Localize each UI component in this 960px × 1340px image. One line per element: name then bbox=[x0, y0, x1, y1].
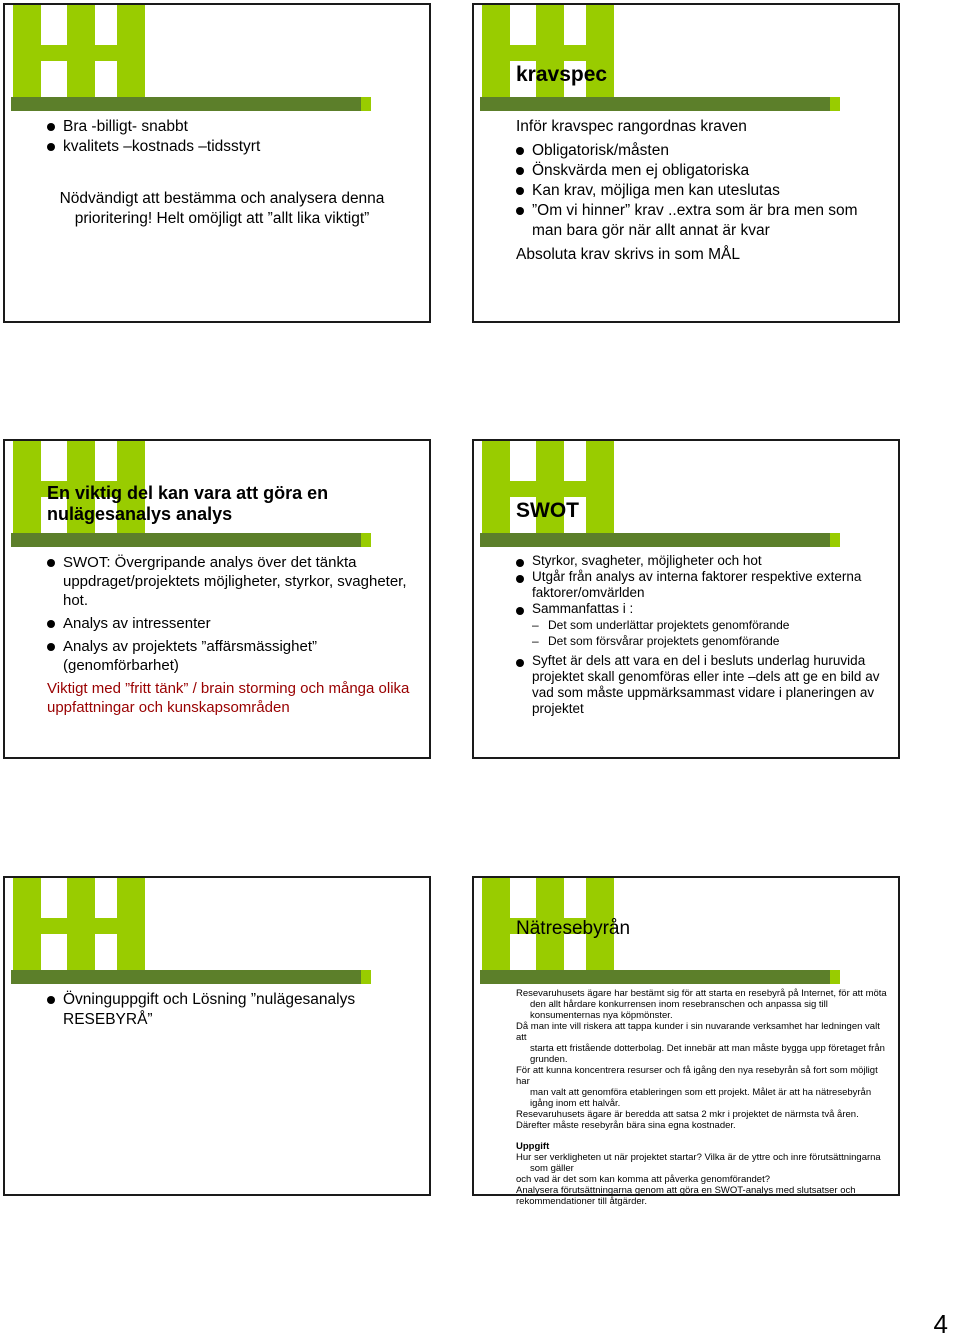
case-paragraph: Resevaruhusets ägare har bestämt sig för att starta en resebyrå på Internet, för att möta den allt hårdare konkurrensen inom resebranschen och anpassa sig till konsumenternas nya köpmönster. bbox=[516, 988, 887, 1021]
bullet-item: Bra -billigt- snabbt bbox=[47, 117, 419, 137]
green-decoration bbox=[13, 441, 41, 533]
slide-3 bbox=[3, 439, 431, 759]
dash-item: – Det som underlättar projektets genomförande bbox=[516, 617, 888, 633]
title-bar-end bbox=[361, 97, 371, 111]
task-heading: Uppgift bbox=[516, 1141, 550, 1152]
case-paragraph: För att kunna koncentrera resurser och få igång den nya resebyrån så fort som möjligt har man valt att genomföra etableringen som ett projekt. Målet är att ha nätresebyrån igång inom ett halvår. bbox=[516, 1065, 878, 1109]
case-paragraph: Då man inte vill riskera att tappa kunder i sin nuvarande verksamhet har ledningen valt att starta ett fristående dotterbolag. Det innebär att man måste bygga upp företaget från grunden. bbox=[516, 1021, 885, 1065]
slide-5 bbox=[3, 876, 431, 1196]
intro-text: Inför kravspec rangordnas kraven bbox=[516, 118, 747, 135]
slide-6 bbox=[472, 876, 900, 1207]
slide-4 bbox=[472, 439, 900, 759]
slide-title: Nätresebyrån bbox=[516, 918, 631, 939]
slide-1 bbox=[3, 3, 431, 323]
case-paragraph: Därefter måste resebyrån bära sina egna kostnader. bbox=[516, 1120, 736, 1131]
title-bar-end bbox=[830, 970, 840, 984]
slide-title: SWOT bbox=[516, 499, 579, 522]
task-line: och vad är det som kan komma att påverka genomförandet? bbox=[516, 1174, 770, 1185]
bullet-item: Analys av intressenter bbox=[47, 614, 419, 633]
bullet-item: Övninguppgift och Lösning ”nulägesanalys RESEBYRÅ” bbox=[47, 990, 387, 1030]
green-decoration bbox=[482, 878, 510, 970]
title-bar bbox=[480, 97, 830, 111]
green-decoration bbox=[13, 5, 41, 97]
title-bar bbox=[11, 533, 361, 547]
bullet-item: Analys av projektets ”affärsmässighet” (genomförbarhet) bbox=[47, 637, 419, 675]
title-bar-end bbox=[830, 533, 840, 547]
green-decoration bbox=[41, 45, 141, 61]
task-line: rekommendationer till åtgärder. bbox=[516, 1196, 647, 1207]
title-bar-end bbox=[361, 533, 371, 547]
bullet-item: Kan krav, möjliga men kan uteslutas bbox=[516, 181, 888, 201]
title-bar bbox=[480, 970, 830, 984]
page-number: 4 bbox=[933, 1309, 948, 1339]
bullet-item: Syftet är dels att vara en del i besluts underlag huruvida projektet skall genomföras eller inte –dels att ge en bild av vad som måste uppmärksammast vidare i planeringen av projektet bbox=[516, 653, 888, 717]
green-decoration bbox=[41, 918, 141, 934]
title-bar-end bbox=[830, 97, 840, 111]
slide-paragraph: Nödvändigt att bestämma och analysera denna prioritering! Helt omöjligt att ”allt lika viktigt” bbox=[59, 190, 385, 227]
task-line: Hur ser verkligheten ut när projektet startar? Vilka är de yttre och inre förutsättningarna som gäller bbox=[516, 1152, 881, 1174]
green-decoration bbox=[510, 481, 610, 497]
title-bar-end bbox=[361, 970, 371, 984]
green-decoration bbox=[482, 441, 510, 533]
bullet-item: ”Om vi hinner” krav ..extra som är bra men som man bara gör när allt annat är kvar bbox=[516, 201, 888, 241]
footer-text: Absoluta krav skrivs in som MÅL bbox=[516, 246, 740, 263]
bullet-item: Önskvärda men ej obligatoriska bbox=[516, 161, 888, 181]
slide-title: En viktig del kan vara att göra en nulägesanalys analys bbox=[47, 483, 329, 524]
highlight-text: Viktigt med ”fritt tänk” / brain storming och många olika uppfattningar och kunskapsområden bbox=[47, 680, 410, 716]
bullet-item: Styrkor, svagheter, möjligheter och hot bbox=[516, 553, 888, 569]
title-bar bbox=[480, 533, 830, 547]
bullet-item: kvalitets –kostnads –tidsstyrt bbox=[47, 137, 419, 157]
bullet-item: Utgår från analys av interna faktorer respektive externa faktorer/omvärlden bbox=[516, 569, 888, 601]
task-line: Analysera förutsättningarna genom att göra en SWOT-analys med slutsatser och bbox=[516, 1185, 856, 1196]
slide-title: kravspec bbox=[516, 63, 608, 86]
dash-item: – Det som försvårar projektets genomförande bbox=[516, 633, 888, 649]
bullet-item: Obligatorisk/måsten bbox=[516, 141, 888, 161]
bullet-item: Sammanfattas i : bbox=[516, 601, 888, 617]
case-paragraph: Resevaruhusets ägare är beredda att satsa 2 mkr i projektet de närmsta två åren. bbox=[516, 1109, 859, 1120]
title-bar bbox=[11, 97, 361, 111]
green-decoration bbox=[13, 878, 41, 970]
slide-2 bbox=[472, 3, 900, 323]
green-decoration bbox=[482, 5, 510, 97]
green-decoration bbox=[510, 45, 610, 61]
title-bar bbox=[11, 970, 361, 984]
bullet-item: SWOT: Övergripande analys över det tänkta uppdraget/projektets möjligheter, styrkor, svagheter, hot. bbox=[47, 553, 419, 610]
